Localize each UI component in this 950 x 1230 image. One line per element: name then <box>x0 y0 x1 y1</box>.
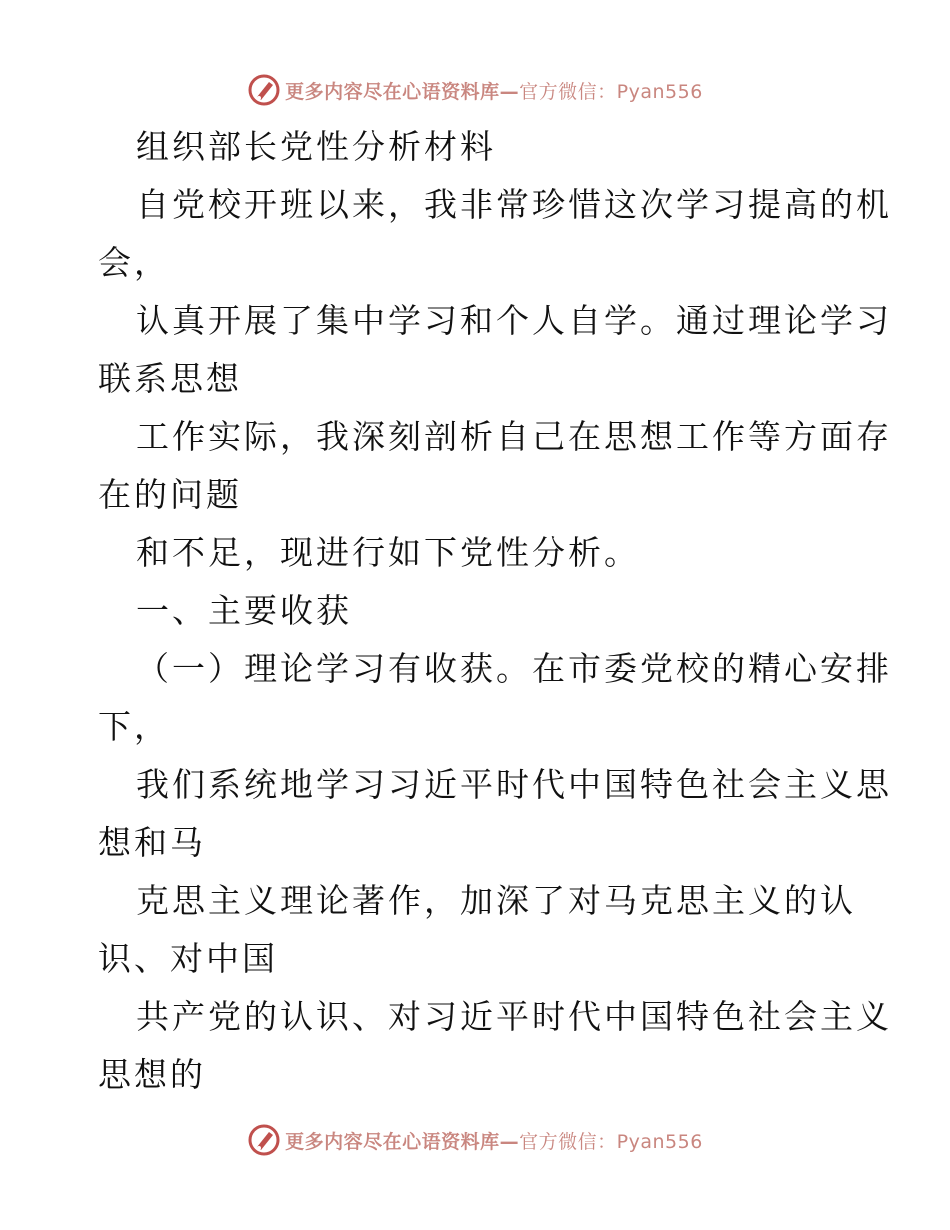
paragraph-line: 和不足，现进行如下党性分析。 <box>136 533 640 572</box>
watermark-text: 更多内容尽在心语资料库—官方微信：Pyan556 <box>285 1130 703 1153</box>
paragraph-line: 下， <box>98 707 170 746</box>
paragraph-line: 会， <box>98 243 170 282</box>
paragraph-line: 认真开展了集中学习和个人自学。通过理论学习 <box>136 301 892 340</box>
paragraph-line: 工作实际，我深刻剖析自己在思想工作等方面存 <box>136 417 892 456</box>
paragraph-line: 思想的 <box>98 1055 206 1094</box>
watermark-text: 更多内容尽在心语资料库—官方微信：Pyan556 <box>285 80 703 103</box>
paragraph-line: 在的问题 <box>98 475 242 514</box>
paragraph-line: 自党校开班以来，我非常珍惜这次学习提高的机 <box>136 185 892 224</box>
paragraph-line: 联系思想 <box>98 359 242 398</box>
header-watermark <box>0 70 950 110</box>
pen-logo-icon <box>247 73 281 107</box>
pen-logo-icon <box>247 1123 281 1157</box>
paragraph-line: 共产党的认识、对习近平时代中国特色社会主义 <box>136 997 892 1036</box>
footer-watermark <box>0 1120 950 1160</box>
paragraph-line: 克思主义理论著作，加深了对马克思主义的认 <box>136 881 856 920</box>
section-heading: 一、主要收获 <box>136 591 352 630</box>
document-title: 组织部长党性分析材料 <box>136 127 496 166</box>
paragraph-line: 想和马 <box>98 823 206 862</box>
document-body <box>98 118 892 1104</box>
subsection-line: （一）理论学习有收获。在市委党校的精心安排 <box>136 649 892 688</box>
paragraph-line: 识、对中国 <box>98 939 278 978</box>
paragraph-line: 我们系统地学习习近平时代中国特色社会主义思 <box>136 765 892 804</box>
